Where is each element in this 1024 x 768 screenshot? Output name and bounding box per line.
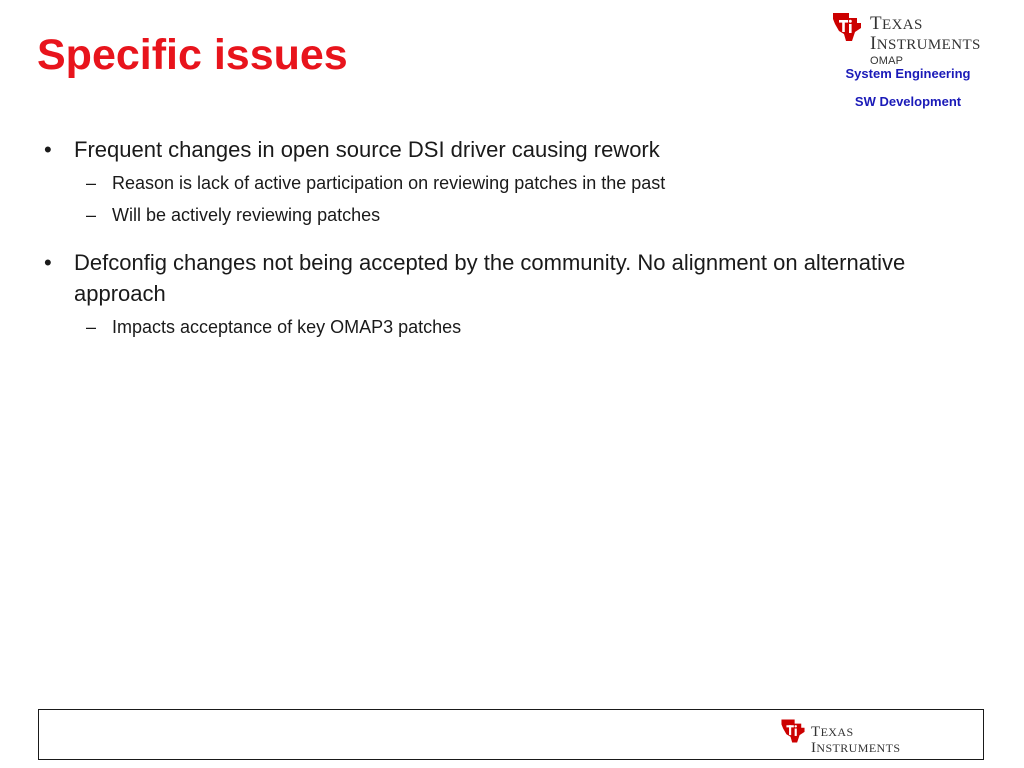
footer-ti-logo <box>779 716 979 756</box>
sub-bullet-text: Will be actively reviewing patches <box>112 205 381 225</box>
bullet-text: Defconfig changes not being accepted by the community. No alignment on alternative approach <box>74 250 906 306</box>
sub-bullet-item <box>44 199 964 231</box>
org-system-engineering: System Engineering <box>845 66 971 81</box>
bullet-item <box>44 247 964 309</box>
ti-wordmark-line2: INSTRUMENTS <box>870 33 981 54</box>
ti-wordmark-line1: TEXAS <box>870 13 923 34</box>
ti-wordmark <box>870 14 981 67</box>
dash-icon: – <box>86 205 97 225</box>
bullet-text: Frequent changes in open source DSI driver causing rework <box>74 137 660 162</box>
ti-wordmark-sub: OMAP <box>870 55 904 67</box>
sub-bullet-item <box>44 167 964 199</box>
footer-wordmark <box>811 725 900 756</box>
ti-logo-icon <box>779 716 807 746</box>
sub-bullet-text: Reason is lack of active participation on reviewing patches in the past <box>112 173 666 193</box>
sub-bullet-text: Impacts acceptance of key OMAP3 patches <box>112 317 462 337</box>
dash-icon: – <box>86 173 97 193</box>
slide-content <box>44 134 964 343</box>
bullet-item <box>44 134 964 165</box>
bullet-dot-icon: • <box>44 250 52 275</box>
slide-title: Specific issues <box>37 31 348 79</box>
footer-wordmark-line2: INSTRUMENTS <box>811 740 901 756</box>
bullet-dot-icon: • <box>44 137 52 162</box>
ti-logo-icon <box>830 10 864 44</box>
footer-wordmark-line1: TEXAS <box>811 724 854 740</box>
footer-bar <box>38 709 984 760</box>
org-sw-development: SW Development <box>854 94 962 109</box>
dash-icon: – <box>86 317 97 337</box>
sub-bullet-item <box>44 311 964 343</box>
ti-logo-header <box>830 10 1020 70</box>
